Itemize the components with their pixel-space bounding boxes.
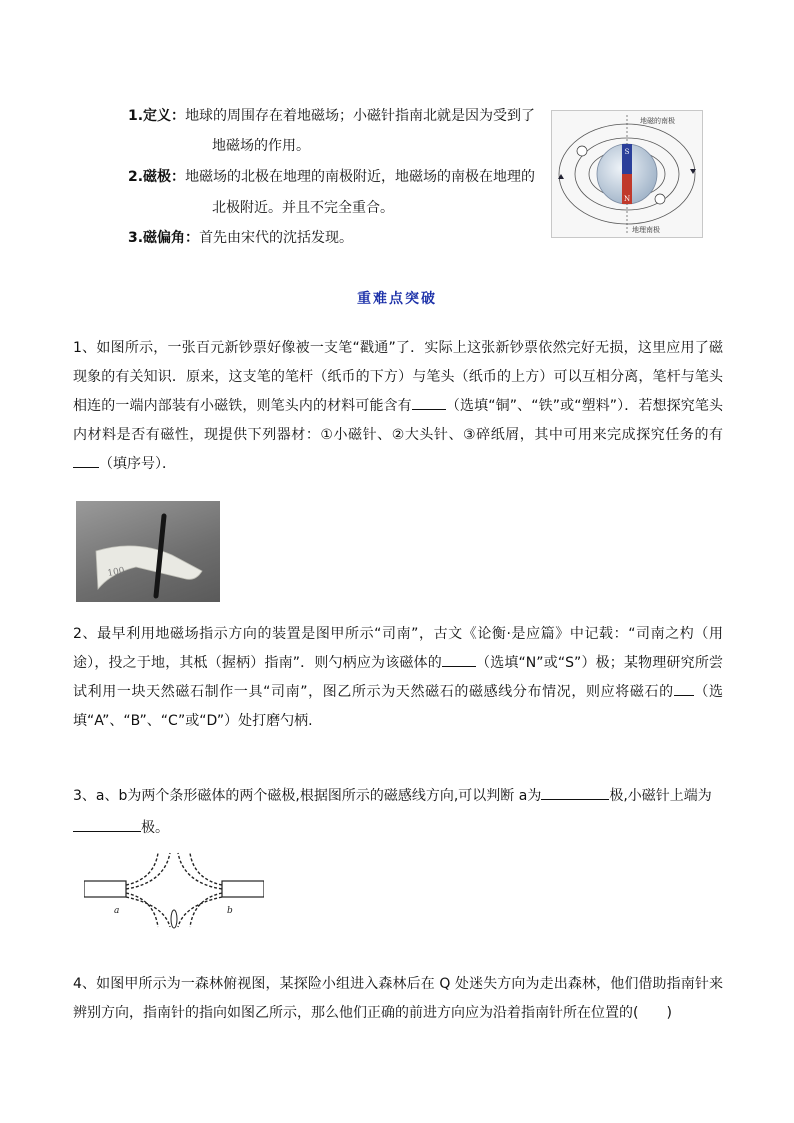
definition-1-label: 1.定义： bbox=[128, 108, 186, 124]
answer-blank[interactable] bbox=[412, 395, 446, 410]
banknote-illustration bbox=[76, 501, 220, 602]
definition-3-label: 3.磁偏角： bbox=[128, 230, 200, 246]
definition-1 bbox=[128, 106, 535, 126]
geographic-south-label: 地理南极 bbox=[632, 226, 660, 234]
magnet-b-label: b bbox=[227, 906, 233, 916]
question-1-text-c: （填序号）． bbox=[99, 456, 176, 472]
pole-n-label: N bbox=[623, 195, 631, 203]
question-2-text-a: 最早利用地磁场指示方向的装置是图甲所示“司南”，古文《论衡·是应篇》中记载：“司南之杓（用途），投之于地，其柢（握柄）指南”．则勺柄应为该磁体的 bbox=[73, 626, 723, 671]
answer-blank[interactable] bbox=[674, 681, 694, 696]
question-1-text-a: 如图所示，一张百元新钞票好像被一支笔“戳通”了．实际上这张新钞票依然完好无损，这里应用了磁现象的有关知识．原来，这支笔的笔杆（纸币的下方）与笔头（纸币的上方）可以互相分离，笔杆与笔头相连的一端内部装有小磁铁，则笔头内的材料可能含有 bbox=[73, 340, 723, 414]
definition-2-text: 地磁场的北极在地理的南极附近，地磁场的南极在地理的 bbox=[185, 169, 536, 185]
compass-needle-icon bbox=[171, 910, 177, 928]
question-3-number: 3、 bbox=[73, 788, 96, 804]
geomagnetic-south-label: 地磁的南极 bbox=[640, 117, 675, 125]
section-title: 重难点突破 bbox=[357, 291, 437, 307]
question-1 bbox=[73, 334, 723, 479]
question-1-number: 1、 bbox=[73, 340, 97, 356]
question-3-text-c: 极。 bbox=[141, 820, 169, 836]
question-2-text-c: （选填“A”、“B”、“C”或“D”）处打磨勺柄. bbox=[73, 684, 723, 729]
magnet-field-figure bbox=[84, 849, 264, 931]
question-4-number: 4、 bbox=[73, 976, 97, 992]
question-3-text-a: a、b为两个条形磁体的两个磁极,根据图所示的磁感线方向,可以判断 a为 bbox=[95, 788, 542, 804]
question-2 bbox=[73, 620, 723, 736]
pole-s-label: S bbox=[624, 148, 630, 156]
earth-magnetic-field-figure bbox=[551, 110, 703, 238]
question-3 bbox=[73, 780, 723, 844]
definition-1-text: 地球的周围存在着地磁场；小磁针指南北就是因为受到了 bbox=[185, 108, 536, 124]
compass-icon bbox=[577, 146, 587, 156]
definition-2-continuation: 北极附近。并且不完全重合。 bbox=[212, 200, 394, 216]
definition-2 bbox=[128, 167, 535, 187]
banknote-text: 100 bbox=[106, 566, 126, 579]
definition-2-label: 2.磁极： bbox=[128, 169, 186, 185]
question-1-text-b: （选填“铜”、“铁”或“塑料”）．若想探究笔头内材料是否有磁性，现提供下列器材：①小磁针、②大头针、③碎纸屑，其中可用来完成探究任务的有 bbox=[73, 398, 723, 443]
magnet-a-label: a bbox=[114, 906, 120, 916]
answer-blank[interactable] bbox=[541, 785, 609, 800]
question-2-number: 2、 bbox=[73, 626, 98, 642]
compass-icon bbox=[655, 194, 665, 204]
earth-field-diagram bbox=[552, 111, 702, 237]
question-4-text: 如图甲所示为一森林俯视图，某探险小组进入森林后在 Q 处迷失方向为走出森林，他们借助指南针来辨别方向，指南针的指向如图乙所示，那么他们正确的前进方向应为沿着指南针所在位置的( ) bbox=[73, 976, 723, 1021]
definition-1-continuation: 地磁场的作用。 bbox=[212, 138, 310, 154]
magnet-field-diagram bbox=[84, 849, 264, 931]
magnet-a bbox=[84, 881, 126, 897]
answer-blank[interactable] bbox=[73, 817, 141, 832]
definition-3 bbox=[128, 228, 353, 248]
question-2-text-b: （选填“N”或“S”）极；某物理研究所尝试利用一块天然磁石制作一具“司南”，图乙所示为天然磁石的磁感线分布情况，则应将磁石的 bbox=[73, 655, 723, 700]
answer-blank[interactable] bbox=[442, 652, 476, 667]
magnet-b bbox=[222, 881, 264, 897]
question-4 bbox=[73, 970, 723, 1028]
banknote-pen-photo bbox=[76, 501, 220, 602]
question-3-text-b: 极,小磁针上端为 bbox=[609, 788, 712, 804]
answer-blank[interactable] bbox=[73, 453, 99, 468]
definition-3-text: 首先由宋代的沈括发现。 bbox=[199, 230, 354, 246]
